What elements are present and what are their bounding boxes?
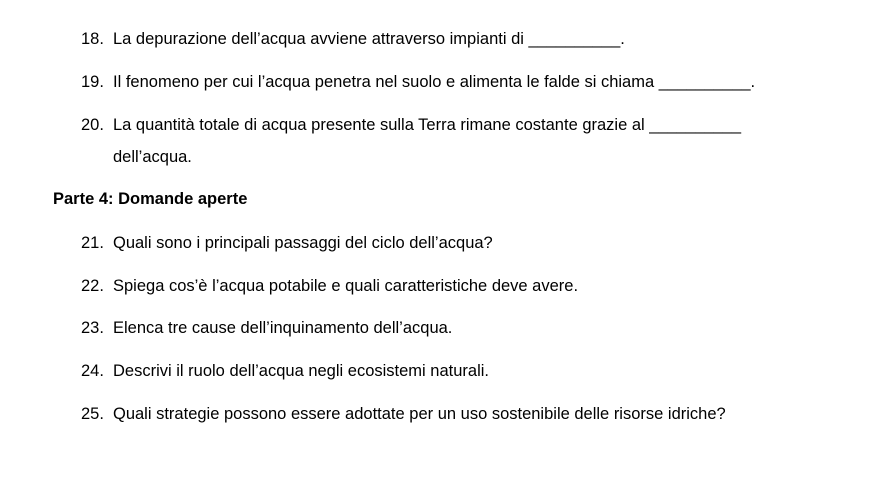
question-number: 18. — [81, 30, 104, 48]
question-text: Spiega cos’è l’acqua potabile e quali caratteristiche deve avere. — [113, 277, 579, 295]
question-24 — [81, 361, 489, 381]
question-number: 24. — [81, 362, 104, 380]
section-heading: Parte 4: Domande aperte — [53, 190, 248, 208]
question-20-continuation: dell’acqua. — [113, 148, 192, 166]
question-18 — [81, 29, 625, 49]
question-number: 21. — [81, 234, 104, 252]
question-23 — [81, 318, 452, 338]
question-text: Descrivi il ruolo dell’acqua negli ecosistemi naturali. — [113, 362, 490, 380]
question-number: 22. — [81, 277, 104, 295]
question-text: Quali strategie possono essere adottate per un uso sostenibile delle risorse idriche? — [113, 405, 726, 423]
question-number: 25. — [81, 405, 104, 423]
question-number: 19. — [81, 73, 104, 91]
question-text: Quali sono i principali passaggi del ciclo dell’acqua? — [113, 234, 493, 252]
question-text: La depurazione dell’acqua avviene attraverso impianti di __________. — [113, 30, 625, 48]
question-text: Il fenomeno per cui l’acqua penetra nel suolo e alimenta le falde si chiama __________. — [113, 73, 756, 91]
question-22 — [81, 276, 578, 296]
question-text: La quantità totale di acqua presente sulla Terra rimane costante grazie al __________ — [113, 116, 742, 134]
question-20 — [81, 115, 741, 135]
question-25 — [81, 404, 726, 424]
question-number: 20. — [81, 116, 104, 134]
question-text: Elenca tre cause dell’inquinamento dell’acqua. — [113, 319, 453, 337]
question-number: 23. — [81, 319, 104, 337]
question-21 — [81, 233, 493, 253]
question-19 — [81, 72, 755, 92]
